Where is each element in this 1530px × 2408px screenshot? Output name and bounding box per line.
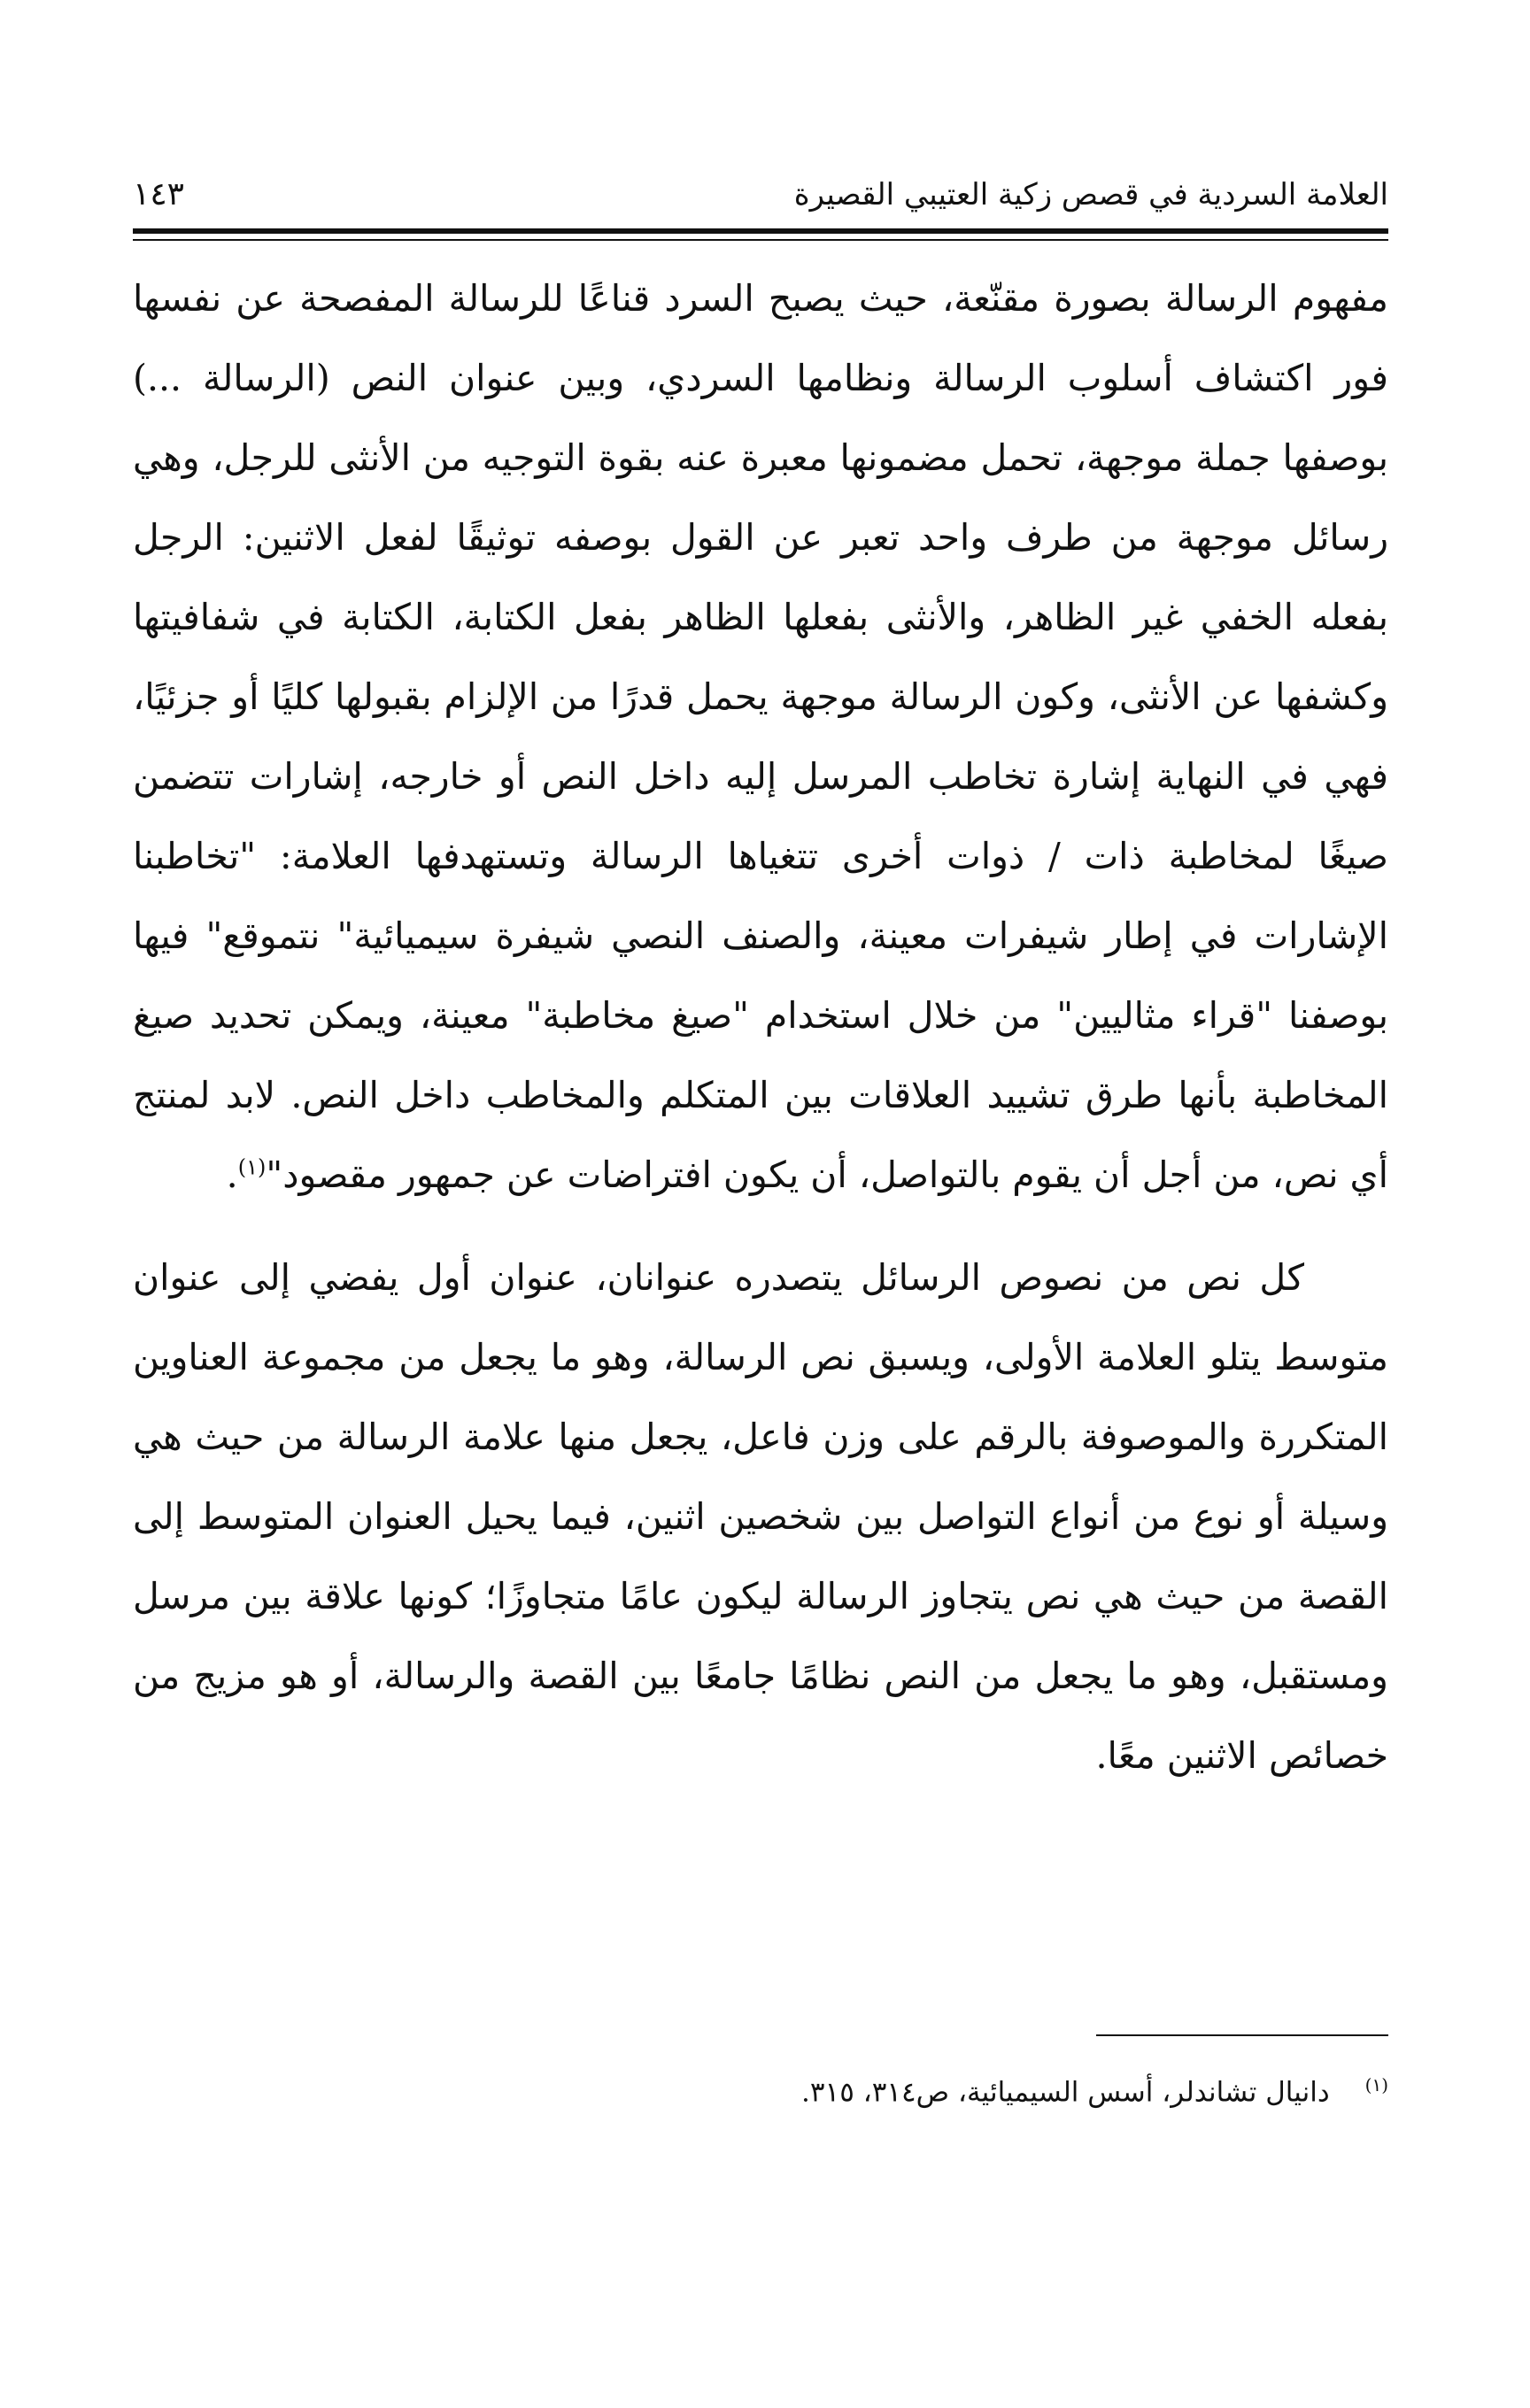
footnote-separator bbox=[1096, 2034, 1388, 2036]
paragraph bbox=[133, 259, 1388, 1215]
header-rule-thin bbox=[133, 239, 1388, 241]
page-number: ١٤٣ bbox=[133, 176, 185, 212]
paragraph-text: كل نص من نصوص الرسائل يتصدره عنوانان، عنوان أول يفضي إلى عنوان متوسط يتلو العلامة الأولى، ويسبق نص الرسالة، وهو ما يجعل من مجموعة العناوين المتكررة والموصوفة بالرقم على وزن فاعل، يجعل منها علامة الرسالة من حيث هي وسيلة أو نوع من أنواع التواصل بين شخصين اثنين، فيما يحيل العنوان المتوسط إلى القصة من حيث هي نص يتجاوز الرسالة ليكون عامًا متجاوزًا؛ كونها علاقة بين مرسل ومستقبل، وهو ما يجعل من النص نظامًا جامعًا بين القصة والرسالة، أو هو مزيج من خصائص الاثنين معًا. bbox=[133, 1256, 1388, 1777]
paragraph bbox=[133, 1238, 1388, 1795]
paragraph-text: مفهوم الرسالة بصورة مقنّعة، حيث يصبح السرد قناعًا للرسالة المفصحة عن نفسها فور اكتشاف أسلوب الرسالة ونظامها السردي، وبين عنوان النص (الرسالة ...) بوصفها جملة موجهة، تحمل مضمونها معبرة عنه بقوة التوجيه من الأنثى للرجل، وهي رسائل موجهة من طرف واحد تعبر عن القول بوصفه توثيقًا لفعل الاثنين: الرجل بفعله الخفي غير الظاهر، والأنثى بفعلها الظاهر بفعل الكتابة، الكتابة في شفافيتها وكشفها عن الأنثى، وكون الرسالة موجهة يحمل قدرًا من الإلزام بقبولها كليًا أو جزئيًا، فهي في النهاية إشارة تخاطب المرسل إليه داخل النص أو خارجه، إشارات تتضمن صيغًا لمخاطبة ذات / ذوات أخرى تتغياها الرسالة وتستهدفها العلامة: "تخاطبنا الإشارات في إطار شيفرات معينة، والصنف النصي شيفرة سيميائية" نتموقع" فيها بوصفنا "قراء مثاليين" من خلال استخدام "صيغ مخاطبة" معينة، ويمكن تحديد صيغ المخاطبة بأنها طرق تشييد العلاقات بين المتكلم والمخاطب داخل النص. لابد لمنتج أي نص، من أجل أن يقوم بالتواصل، أن يكون افتراضات عن جمهور مقصود" bbox=[133, 277, 1388, 1196]
header-rule-thick bbox=[133, 228, 1388, 234]
footnote bbox=[133, 2063, 1388, 2114]
footnote-reference[interactable]: (١) bbox=[237, 1154, 267, 1180]
body-text bbox=[133, 259, 1388, 1795]
page-header bbox=[133, 173, 1388, 226]
footnote-text: دانيال تشاندلر، أسس السيميائية، ص٣١٤، ٣١٥. bbox=[801, 2076, 1330, 2109]
running-title: العلامة السردية في قصص زكية العتيبي القصيرة bbox=[793, 177, 1388, 212]
footnote-number: (١) bbox=[1364, 2074, 1388, 2095]
paragraph-end-punctuation: . bbox=[226, 1154, 238, 1196]
